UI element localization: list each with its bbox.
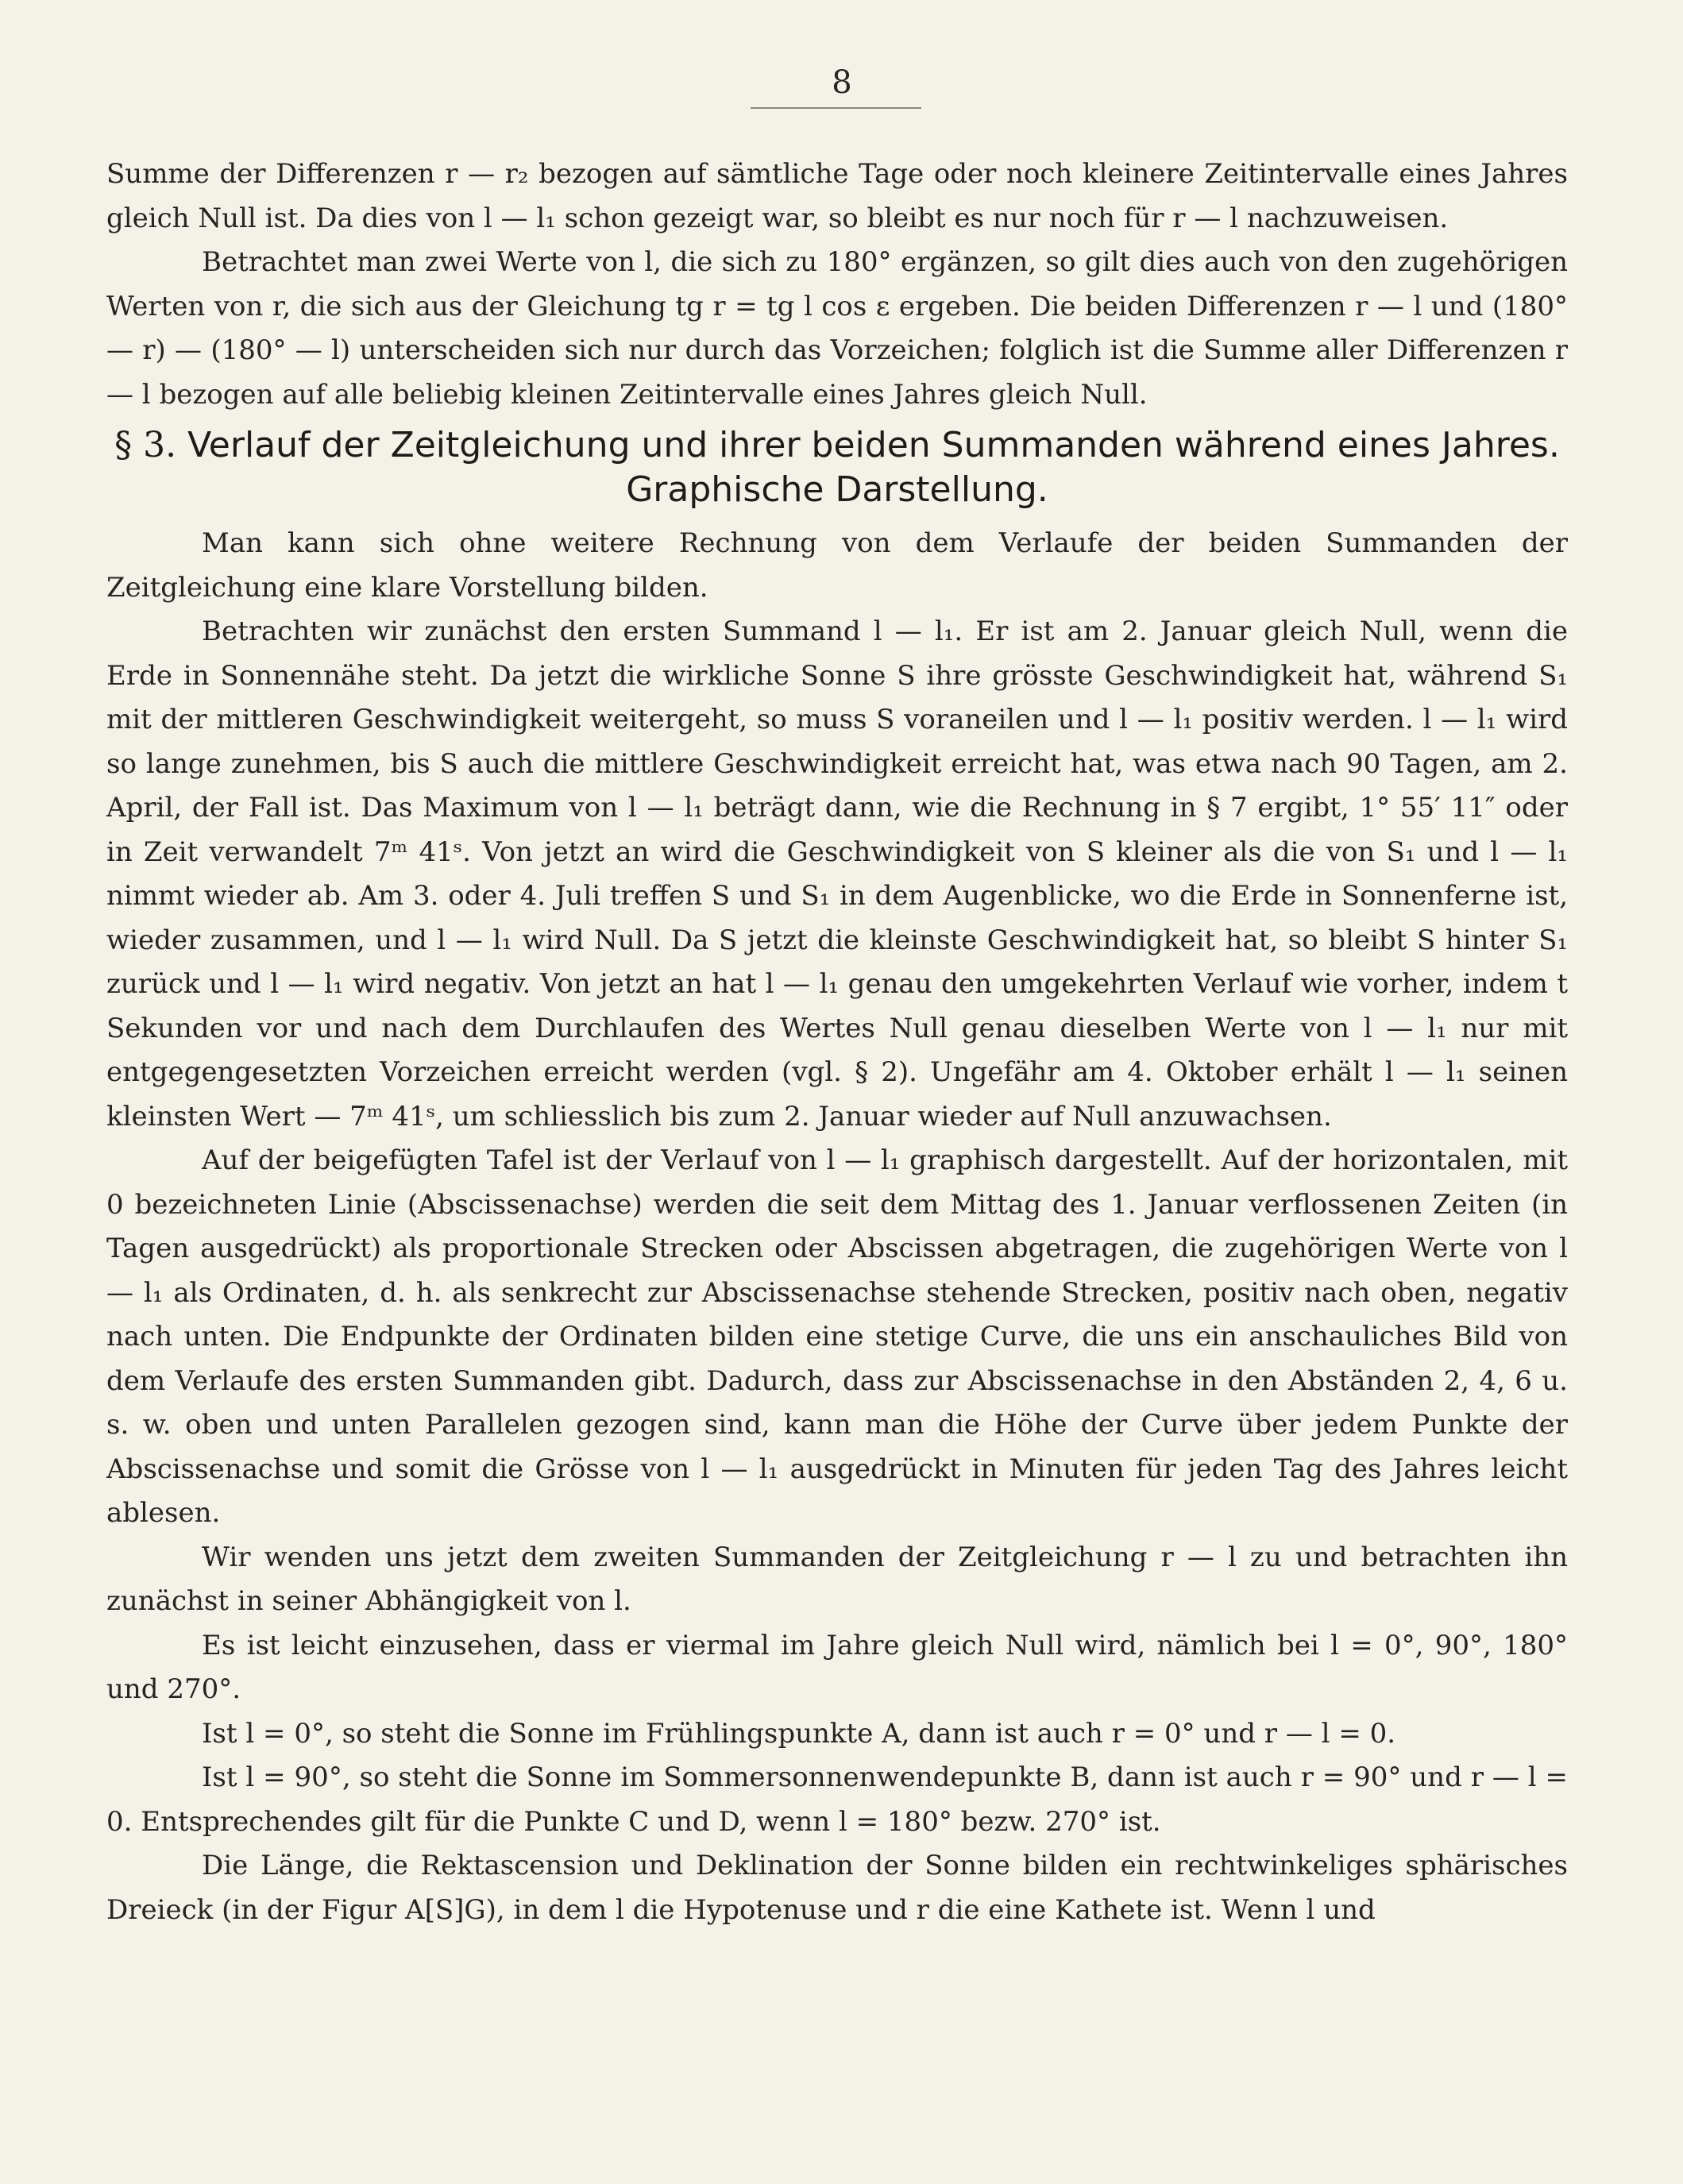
paragraph-first-summand: Betrachten wir zunächst den ersten Summand l — l₁. Er ist am 2. Januar gleich Null, wenn die Erde in Sonnennähe steht. Da jetzt die wirkliche Sonne S ihre grösste Geschwindigkeit hat, während S₁ mit der mittleren Geschwindigkeit weitergeht, so muss S voraneilen und l — l₁ positiv werden. l — l₁ wird so lange zunehmen, bis S auch die mittlere Geschwindigkeit erreicht hat, was etwa nach 90 Tagen, am 2. April, der Fall ist. Das Maximum von l — l₁ beträgt dann, wie die Rechnung in § 7 ergibt, 1° 55′ 11″ oder in Zeit verwandelt 7ᵐ 41ˢ. Von jetzt an wird die Geschwindigkeit von S kleiner als die von S₁ und l — l₁ nimmt wieder ab. Am 3. oder 4. Juli treffen S und S₁ in dem Augenblicke, wo die Erde in Sonnenferne ist, wieder zusammen, und l — l₁ wird Null. Da S jetzt die kleinste Geschwindigkeit hat, so bleibt S hinter S₁ zurück und l — l₁ wird negativ. Von jetzt an hat l — l₁ genau den umgekehrten Verlauf wie vorher, indem t Sekunden vor und nach dem Durchlaufen des Wertes Null genau dieselben Werte von l — l₁ nur mit entgegengesetzten Vorzeichen erreicht werden (vgl. § 2). Ungefähr am 4. Oktober erhält l — l₁ seinen kleinsten Wert — 7ᵐ 41ˢ, um schliesslich bis zum 2. Januar wieder auf Null anzuwachsen. [106,615,1568,1133]
paragraph-intro: Man kann sich ohne weitere Rechnung von dem Verlaufe der beiden Summanden der Zeitgleichung eine klare Vorstellung bilden. [106,527,1568,604]
paragraph-second-summand: Wir wenden uns jetzt dem zweiten Summanden der Zeitgleichung r — l zu und betrachten ihn zunächst in seiner Abhängigkeit von l. [106,1541,1568,1617]
paragraph-summer-point: Ist l = 90°, so steht die Sonne im Sommersonnenwendepunkte B, dann ist auch r = 90° und r — l = 0. Entsprechendes gilt für die Punkte C und D, wenn l = 180° bezw. 270° ist. [106,1761,1568,1838]
paragraph-summe-null: Betrachtet man zwei Werte von l, die sich zu 180° ergänzen, so gilt dies auch von den zugehörigen Werten von r, die sich aus der Gleichung tg r = tg l cos ε ergeben. Die beiden Differenzen r — l und (180° — r) — (180° — l) unterscheiden sich nur durch das Vorzeichen; folglich ist die Summe aller Differenzen r — l bezogen auf alle beliebig kleinen Zeitintervalle eines Jahres gleich Null. [106,246,1568,411]
paragraph-triangle: Die Länge, die Rektascension und Deklination der Sonne bilden ein rechtwinkeliges sphärisches Dreieck (in der Figur A[S]G), in dem l die Hypotenuse und r die eine Kathete ist. Wenn l und [106,1850,1568,1926]
paragraph-graph: Auf der beigefügten Tafel ist der Verlauf von l — l₁ graphisch dargestellt. Auf der horizontalen, mit 0 bezeichneten Linie (Abscissenachse) werden die seit dem Mittag des 1. Januar verflossenen Zeiten (in Tagen ausgedrückt) als proportionale Strecken oder Abscissen abgetragen, die zugehörigen Werte von l — l₁ als Ordinaten, d. h. als senkrecht zur Abscissenachse stehende Strecken, positiv nach oben, negativ nach unten. Die Endpunkte der Ordinaten bilden eine stetige Curve, die uns ein anschauliches Bild von dem Verlaufe des ersten Summanden gibt. Dadurch, dass zur Abscissenachse in den Abständen 2, 4, 6 u. s. w. oben und unten Parallelen gezogen sind, kann man die Höhe der Curve über jedem Punkte der Abscissenachse und somit die Grösse von l — l₁ ausgedrückt in Minuten für jeden Tag des Jahres leicht ablesen. [106,1144,1568,1529]
section-title-line1: Verlauf der Zeitgleichung und ihrer beiden Summanden während eines Jahres. [187,425,1560,465]
header-rule [751,107,921,109]
section-heading [106,423,1568,512]
paragraph-spring-point: Ist l = 0°, so steht die Sonne im Frühlingspunkte A, dann ist auch r = 0° und r — l = 0. [202,1717,1396,1750]
section-title-line2: Graphische Darstellung. [626,469,1048,510]
paragraph-continuation: Summe der Differenzen r — r₂ bezogen auf sämtliche Tage oder noch kleinere Zeitintervalle eines Jahres gleich Null ist. Da dies von l — l₁ schon gezeigt war, so bleibt es nur noch für r — l nachzuweisen. [106,158,1568,234]
paragraph-zero-points: Es ist leicht einzusehen, dass er viermal im Jahre gleich Null wird, nämlich bei l = 0°, 90°, 180° und 270°. [106,1629,1568,1705]
section-sign: § 3. [114,425,177,465]
body-text [106,152,1568,1932]
page-number: 8 [832,64,852,101]
